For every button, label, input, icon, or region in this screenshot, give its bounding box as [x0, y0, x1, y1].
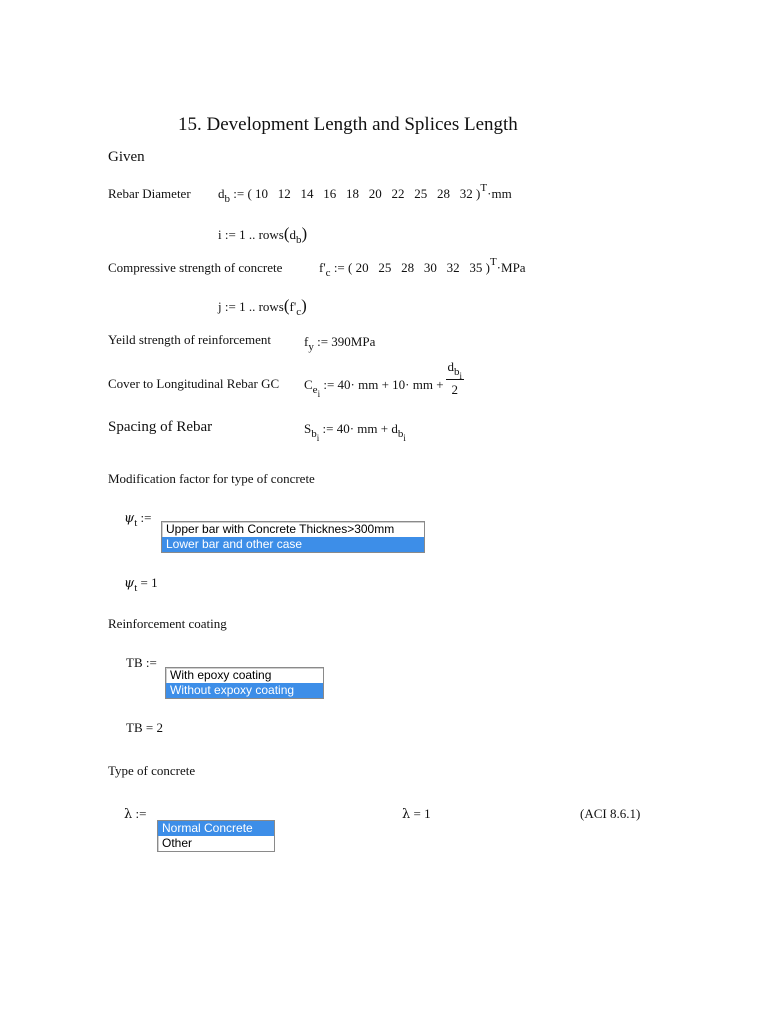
rebar-value: 25 [414, 186, 428, 201]
rebar-diameter-sub: b [224, 193, 230, 205]
range-j-arg: f' [289, 299, 297, 314]
rebar-diameter-expression: $d_b$ := ( 10 12 14 16 18 20 22 25 28 32 )$^T$·mm [218, 182, 512, 205]
range-i-arg-sub: b [296, 234, 302, 246]
psi-symbol: ψ [124, 511, 135, 526]
range-j-expr: := 1 .. rows [224, 299, 284, 314]
aci-reference: (ACI 8.6.1) [580, 806, 641, 821]
psi-assign: $\psi_t$ := [124, 510, 152, 529]
psi-listbox[interactable] [161, 521, 425, 553]
compressive-strength-label: Compressive strength of concrete [108, 260, 283, 275]
rebar-value: 28 [437, 186, 451, 201]
range-i-expr: := 1 .. rows [224, 227, 284, 242]
modification-factor-label: Modification factor for type of concrete [108, 471, 315, 486]
cover-sub: e [312, 383, 318, 396]
rebar-value: 22 [391, 186, 405, 201]
cover-label: Cover to Longitudinal Rebar GC [108, 376, 280, 391]
fc-value: 28 [401, 260, 415, 275]
coating-label: Reinforcement coating [108, 616, 227, 631]
cover-denominator: 2 [451, 382, 459, 397]
cover-expression [304, 359, 464, 399]
lambda-option-other[interactable]: Other [162, 836, 193, 850]
spacing-var: S [304, 421, 312, 436]
fc-unit: MPa [501, 260, 526, 275]
rebar-value: 16 [323, 186, 337, 201]
range-i-expression: i := 1 .. $rows(d_b)$ [218, 224, 308, 246]
range-j-var: j [218, 299, 222, 314]
transpose-mark: T [489, 256, 497, 268]
range-i-var: i [218, 227, 222, 242]
fc-value: 30 [423, 260, 437, 275]
range-j-expression: j := 1 .. $rows(f'_c)$ [218, 296, 307, 318]
yield-strength-label: Yeild strength of reinforcement [108, 332, 271, 347]
lambda-listbox[interactable] [157, 820, 275, 852]
fc-value: 35 [469, 260, 483, 275]
rebar-diameter-values [255, 186, 476, 201]
rebar-diameter-var: d [218, 186, 225, 201]
transpose-mark: T [480, 182, 488, 194]
fc-sub: c [325, 267, 331, 279]
cover-expr: := 40· mm + 10· mm + [323, 376, 444, 392]
close-paren: ) [476, 186, 481, 201]
spacing-sub: b [311, 428, 317, 440]
fc-value: 32 [446, 260, 460, 275]
cover-subsub: i [317, 388, 321, 399]
range-j-arg-sub: c [296, 306, 302, 318]
assign-operator: := ( [233, 186, 252, 201]
rebar-value: 10 [255, 186, 269, 201]
yield-strength-expression [304, 334, 376, 353]
rebar-value: 20 [368, 186, 382, 201]
lambda-result: λ = 1 [402, 806, 431, 822]
spacing-label: Spacing of Rebar [108, 419, 213, 435]
concrete-type-label: Type of concrete [108, 763, 196, 778]
rebar-value: 18 [346, 186, 360, 201]
tb-listbox[interactable] [165, 667, 324, 699]
rebar-unit: mm [491, 186, 512, 201]
cover-var: C [304, 376, 313, 392]
psi-option-upper-bar[interactable]: Upper bar with Concrete Thicknes>300mm [166, 522, 395, 536]
tb-option-epoxy[interactable]: With epoxy coating [170, 668, 272, 682]
fc-var: f' [319, 260, 326, 275]
spacing-expr: := 40· mm + d [322, 421, 398, 436]
cover-fraction [446, 360, 465, 396]
rebar-value: 12 [277, 186, 291, 201]
fy-sub: y [308, 341, 314, 353]
range-i-arg: d [289, 227, 297, 242]
rebar-value: 32 [459, 186, 473, 201]
fc-value: 20 [355, 260, 369, 275]
page-title: 15. Development Length and Splices Length [178, 114, 518, 135]
cover-numerator: $d_{bi}$ [447, 359, 463, 381]
given-heading: Given [108, 149, 145, 165]
tb-option-no-epoxy[interactable]: Without expoxy coating [166, 683, 323, 698]
psi-option-lower-bar[interactable]: Lower bar and other case [162, 537, 424, 552]
compressive-strength-expression: $f'_c$ := ( 20 25 28 30 32 35 )$^T$·MPa [319, 256, 526, 279]
spacing-subsub: i [316, 433, 320, 443]
tb-result: TB = 2 [126, 720, 163, 735]
fy-var: f [304, 334, 309, 349]
fc-value: 25 [378, 260, 392, 275]
psi-result: $\psi_t = 1$ [124, 575, 158, 594]
rebar-diameter-label: Rebar Diameter [108, 186, 191, 201]
spacing-expression: $S_{bi}$ := 40· mm + $d_{bi}$ [304, 421, 406, 443]
lambda-option-normal[interactable]: Normal Concrete [158, 821, 274, 836]
rebar-value: 14 [300, 186, 314, 201]
tb-assign: TB := [126, 655, 157, 670]
fy-expr: := 390MPa [317, 334, 376, 349]
lambda-assign: λ := [124, 806, 147, 822]
